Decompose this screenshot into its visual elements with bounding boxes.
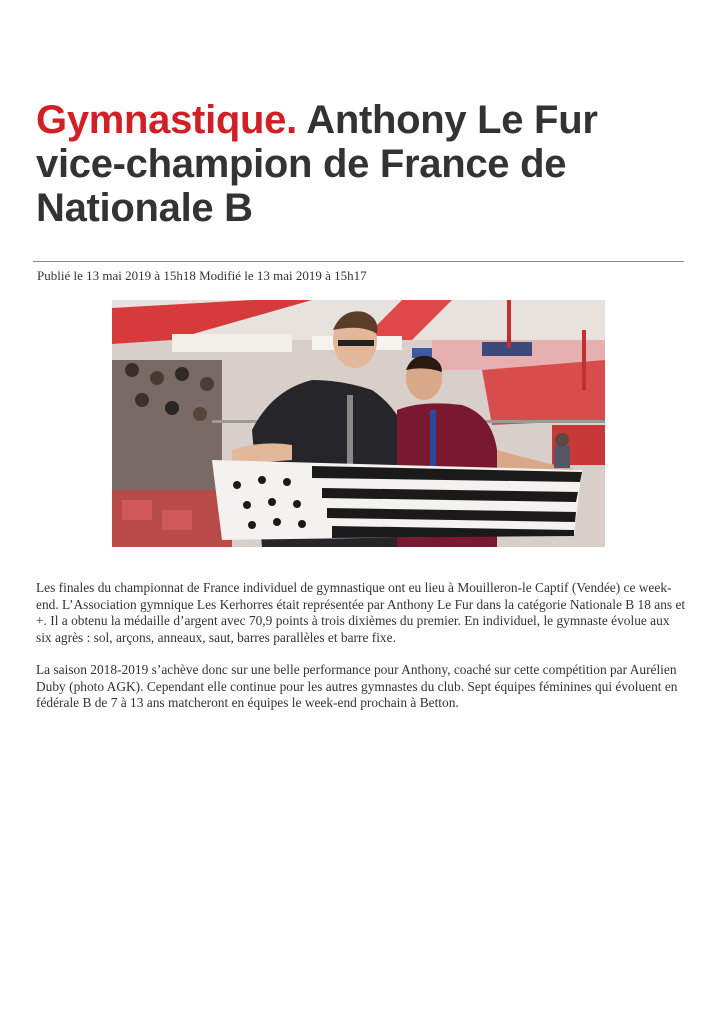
article-paragraph-2: La saison 2018-2019 s’achève donc sur une belle performance pour Anthony, coaché sur cette compétition par Aurélien Duby (photo AGK). Cependant elle continue pour les autres gymnastes du club. Sept équipes féminines qui évoluent en fédérale B de 7 à 13 ans matcheront en équipes le week-end prochain à Betton. — [36, 662, 678, 710]
headline-kicker: Gymnastique. — [36, 98, 297, 142]
article-paragraph-1: Les finales du championnat de France individuel de gymnastique ont eu lieu à Mouilleron-le Captif (Vendée) ce week-end. L’Association gymnique Les Kerhorres était représentée par Anthony Le Fur dans la catégorie Nationale B 18 ans et +. Il a obtenu la médaille d’argent avec 70,9 points à trois dixièmes du premier. En individuel, le gymnaste évolue aux six agrès : sol, arçons, anneaux, saut, barres parallèles et barre fixe. — [36, 580, 686, 645]
article-photo — [112, 300, 605, 547]
article-headline — [36, 98, 676, 230]
headline-title: Anthony Le Fur vice-champion de France de Nationale B — [36, 98, 598, 230]
gym-photo-illustration — [112, 300, 605, 547]
headline-divider — [33, 261, 684, 262]
article-body — [36, 580, 686, 712]
publication-meta: Publié le 13 mai 2019 à 15h18 Modifié le 13 mai 2019 à 15h17 — [37, 268, 367, 283]
